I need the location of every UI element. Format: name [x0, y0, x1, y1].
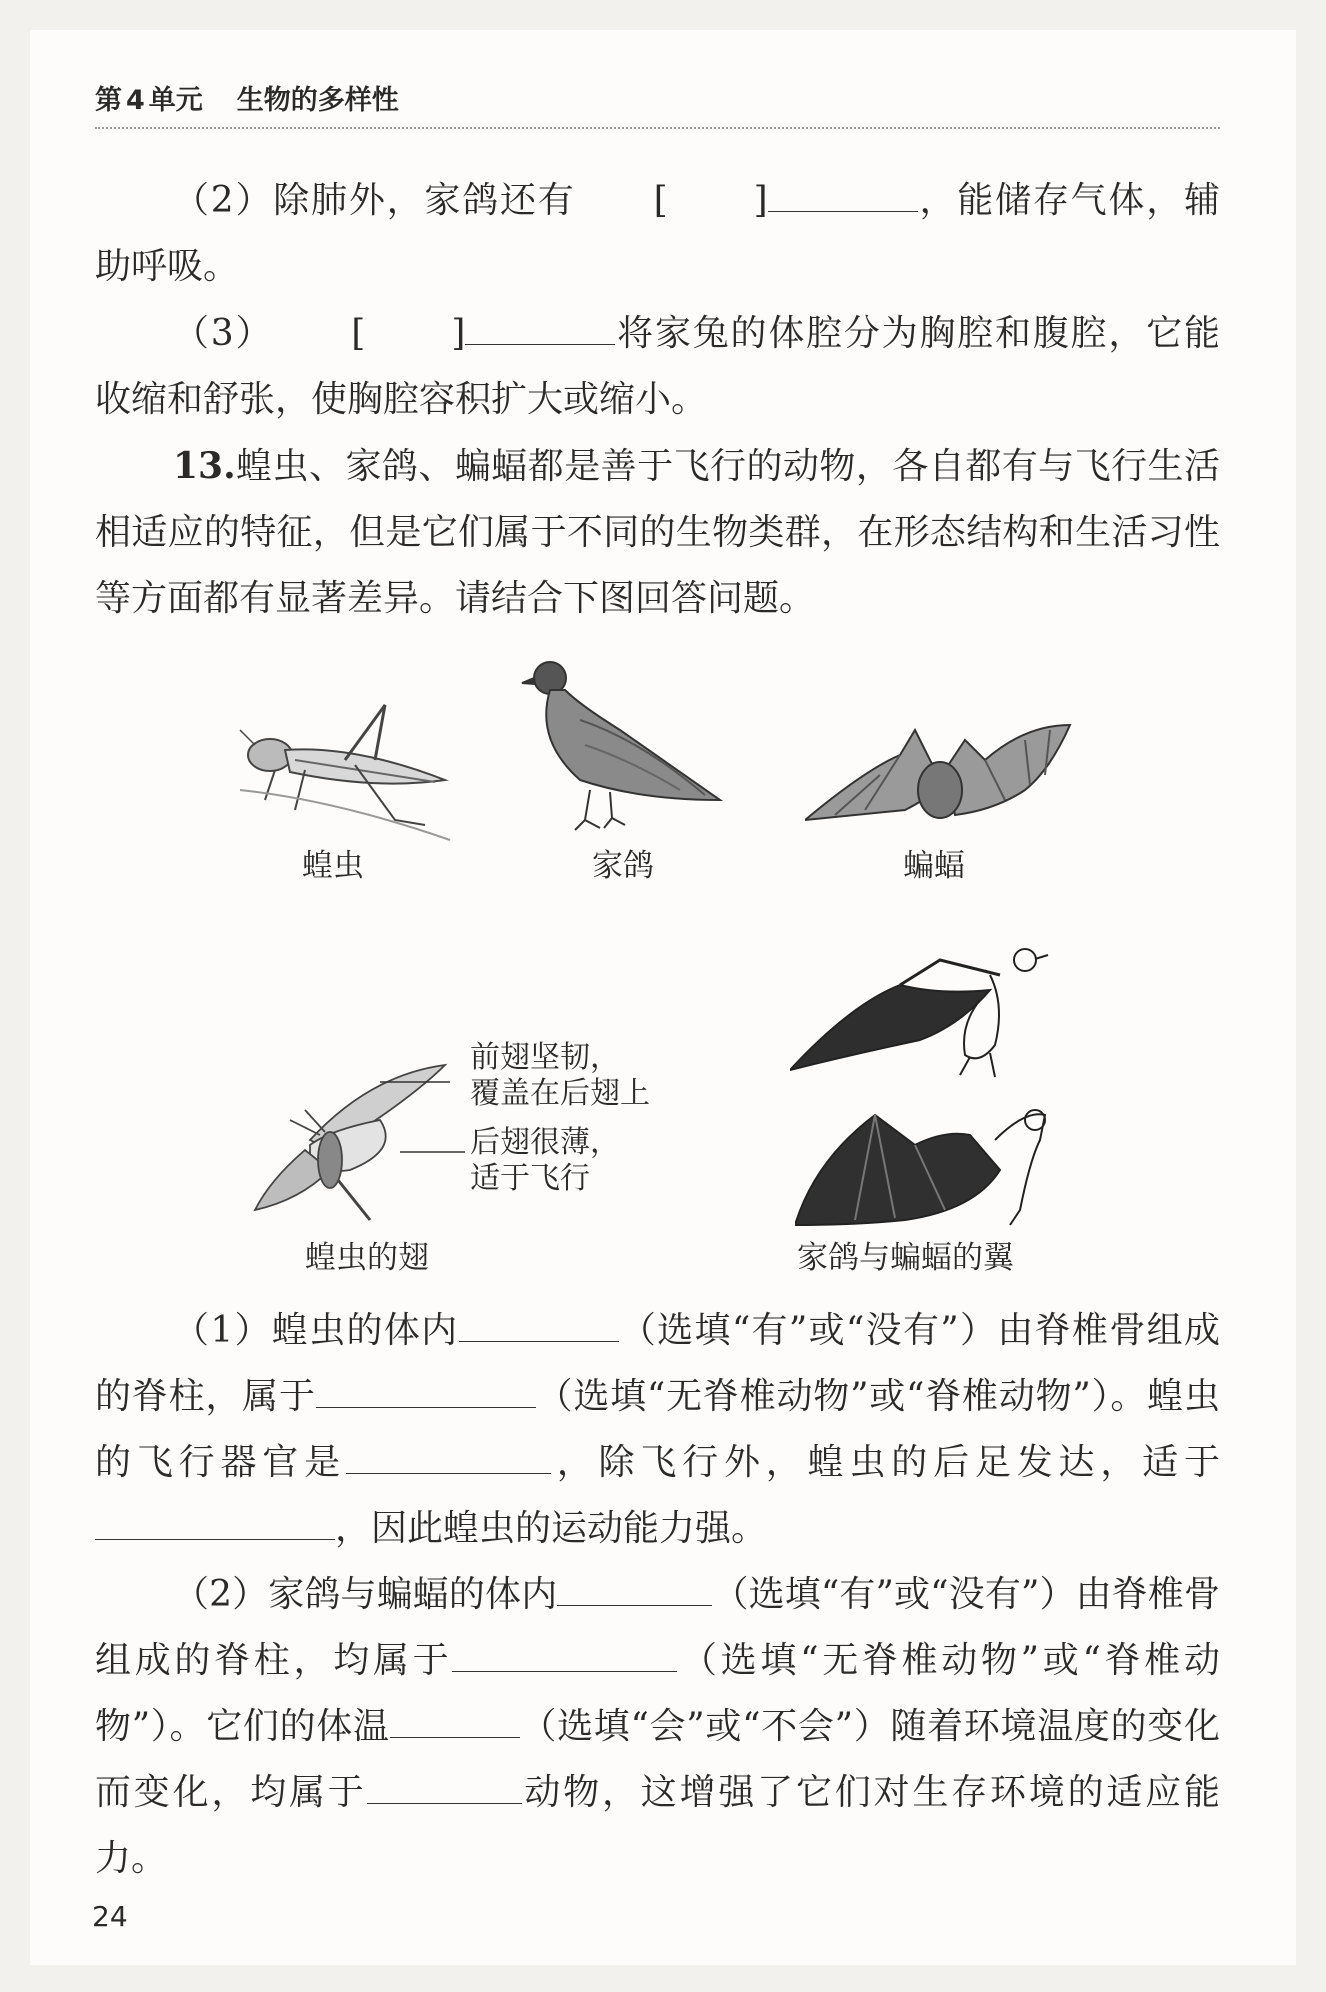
answer-blank[interactable]	[390, 1699, 520, 1738]
q13-part2-text-b: （选填“有”或“没有”）由脊椎骨组成的脊柱，均属于	[95, 1574, 1221, 1681]
q12-block	[95, 168, 1220, 632]
forewing-text-2: 覆盖在后翅上	[470, 1076, 650, 1111]
q12-part2-text-b: ，能储存气体，辅助呼吸。	[95, 180, 1220, 287]
caption-bat: 蝙蝠	[903, 848, 965, 884]
pigeon-wing-drawing	[790, 945, 1050, 1080]
unit-number: 4	[126, 85, 145, 116]
answer-bracket: [ ]	[653, 180, 768, 221]
answer-blank[interactable]	[367, 1765, 522, 1804]
caption-locust: 蝗虫	[302, 848, 364, 884]
pigeon-drawing	[520, 650, 730, 840]
q12-part2	[95, 168, 1220, 300]
unit-prefix: 第	[95, 85, 122, 116]
annotation-lines	[380, 1070, 470, 1170]
caption-locust-wing: 蝗虫的翅	[305, 1240, 429, 1276]
answer-blank[interactable]	[768, 173, 918, 212]
question-number: 13.	[173, 445, 236, 487]
q12-part2-text-a: （2）除肺外，家鸽还有	[173, 180, 576, 221]
bat-wing-drawing	[795, 1100, 1050, 1235]
q13-part1-text-e: ，因此蝗虫的运动能力强。	[335, 1508, 768, 1549]
caption-pigeon-bat-wings: 家鸽与蝙蝠的翼	[797, 1240, 1014, 1276]
q12-part3	[95, 301, 1220, 433]
answer-blank[interactable]	[459, 1303, 619, 1342]
answer-blank[interactable]	[316, 1369, 536, 1408]
q13-subquestions	[95, 1298, 1220, 1892]
caption-pigeon: 家鸽	[592, 848, 654, 884]
q13-part2-text-d: （选填“会”或“不会”）随着环境温度的变化而变化，均属于	[95, 1706, 1220, 1813]
answer-bracket: [ ]	[351, 313, 466, 354]
q13-part1-text-d: ，除飞行外，蝗虫的后足发达，适于	[550, 1442, 1220, 1483]
q13-part2	[95, 1562, 1220, 1892]
answer-blank[interactable]	[95, 1501, 335, 1540]
q13-part1-text-b: （选填“有”或“没有”）由脊椎骨组成的脊柱，属于	[95, 1310, 1220, 1417]
hindwing-text-2: 适于飞行	[470, 1161, 590, 1196]
forewing-annotation	[470, 1040, 650, 1112]
hindwing-text-1: 后翅很薄，	[470, 1125, 620, 1160]
page-header	[95, 78, 1220, 129]
unit-title: 生物的多样性	[236, 85, 399, 116]
q13-part1	[95, 1298, 1220, 1562]
unit-suffix: 单元	[148, 85, 203, 116]
q13-part2-text-c: （选填“无脊椎动物”或“脊椎动物”）。它们的体温	[95, 1640, 1220, 1747]
answer-blank[interactable]	[452, 1633, 677, 1672]
q13-part2-text-e: 动物，这增强了它们对生存环境的适应能力。	[95, 1772, 1220, 1879]
q12-part3-text-b: 将家兔的体腔分为胸腔和腹腔，它能收缩和舒张，使胸腔容积扩大或缩小。	[95, 313, 1220, 420]
locust-drawing	[235, 700, 455, 850]
q13-stem-text: 蝗虫、家鸽、蝙蝠都是善于飞行的动物，各自都有与飞行生活相适应的特征，但是它们属于不同的生物类群，在形态结构和生活习性等方面都有显著差异。请结合下图回答问题。	[95, 446, 1220, 619]
bat-drawing	[805, 720, 1075, 840]
q13-stem	[95, 433, 1220, 632]
answer-blank[interactable]	[465, 306, 615, 345]
answer-blank[interactable]	[346, 1435, 551, 1474]
q13-part1-text-a: （1）蝗虫的体内	[173, 1310, 459, 1351]
q13-part2-text-a: （2）家鸽与蝙蝠的体内	[173, 1574, 558, 1615]
q12-part3-text-a: （3）	[173, 313, 274, 354]
q13-part1-text-c: （选填“无脊椎动物”或“脊椎动物”）。蝗虫的飞行器官是	[95, 1376, 1220, 1483]
answer-blank[interactable]	[557, 1567, 712, 1606]
hindwing-annotation	[470, 1125, 620, 1197]
forewing-text-1: 前翅坚韧，	[470, 1040, 620, 1075]
page-number: 24	[92, 1900, 128, 1933]
